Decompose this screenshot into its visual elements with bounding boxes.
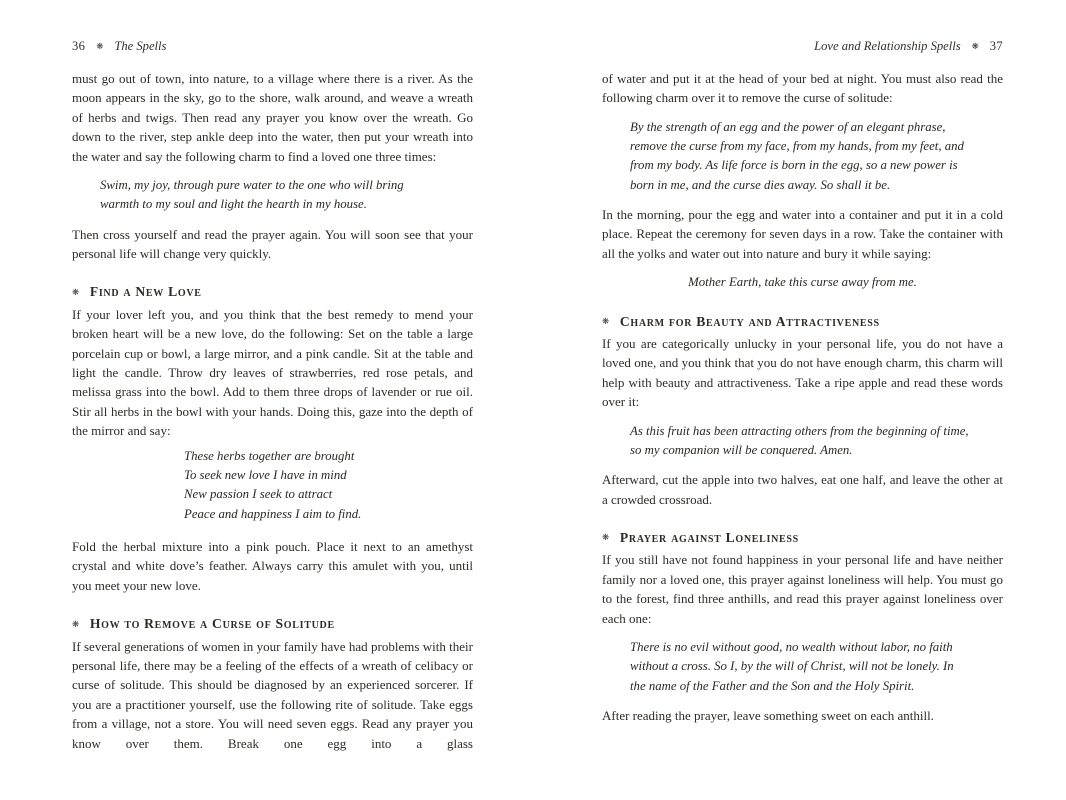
flower-ornament-icon: ❋ [971, 42, 979, 52]
left-page [72, 38, 473, 753]
right-page [602, 38, 1003, 725]
quote-line: the name of the Father and the Son and the Holy Spirit. [630, 678, 915, 693]
charm-quote-egg [630, 118, 989, 195]
quote-line: As this fruit has been attracting others from the beginning of time, [630, 423, 969, 438]
charm-quote-mother-earth: Mother Earth, take this curse away from me. [688, 275, 917, 290]
quote-line: remove the curse from my face, from my hands, from my feet, and [630, 139, 964, 154]
section-heading-remove-curse [72, 614, 473, 636]
prayer-quote-no-evil [630, 638, 989, 696]
paragraph-curse-solitude: If several generations of women in your family have had problems with their personal life, there may be a feeling of the effects of a wreath of celibacy or curse of solitude. This should be diagnosed by an experienced sorcerer. If you are a practitioner yourself, use the following rite of solitude. Take eggs from a village, not a store. You will need seven eggs. Read any prayer you know over them. Break one egg into a glass [72, 638, 473, 751]
flower-ornament-icon: ❋ [96, 42, 104, 52]
flower-ornament-icon: ❋ [72, 287, 80, 298]
paragraph-egg-water: of water and put it at the head of your bed at night. You must also read the following charm over it to remove the curse of solitude: [602, 71, 1003, 106]
verse-line: To seek new love I have in mind [184, 467, 347, 482]
paragraph-morning: In the morning, pour the egg and water into a container and put it in a cold place. Repeat the ceremony for seven days in a row. Take the container with all the yolks and water out into nature and bury it while saying: [602, 207, 1003, 261]
paragraph-after-reading: After reading the prayer, leave something sweet on each anthill. [602, 707, 934, 723]
flower-ornament-icon: ❋ [602, 533, 610, 544]
paragraph-find-love: If your lover left you, and you think that the best remedy to mend your broken heart will be a new love, do the following: Set on the table a large porcelain cup or bowl, a large mirror, and a pink candle. Sit at the table and light the candle. Throw dry leaves of strawberries, red rose petals, and melissa grass into the bowl. Add to them three drops of lavender or rue oil. Stir all herbs in the bowl with your hands. Doing this, gaze into the depth of the mirror and say: [72, 306, 473, 439]
quote-line: There is no evil without good, no wealth without labor, no faith [630, 639, 953, 654]
charm-quote-fruit [630, 422, 989, 461]
verse-herbs [184, 447, 473, 524]
running-head-left [72, 38, 473, 56]
quote-line: warmth to my soul and light the hearth in my house. [100, 197, 367, 212]
verse-line: These herbs together are brought [184, 448, 355, 463]
section-heading-label: Prayer against Loneliness [619, 529, 799, 545]
quote-line: born in me, and the curse dies away. So shall it be. [630, 177, 891, 192]
section-heading-beauty [602, 312, 1003, 334]
section-heading-label: How to Remove a Curse of Solitude [89, 616, 335, 632]
running-title: Love and Relationship Spells [814, 39, 961, 53]
quote-line: without a cross. So I, by the will of Christ, will not be lonely. In [630, 659, 954, 674]
verse-line: New passion I seek to attract [184, 487, 333, 502]
section-heading-label: Charm for Beauty and Attractiveness [619, 313, 880, 329]
page-number: 36 [72, 39, 86, 53]
section-heading-find-new-love [72, 282, 473, 304]
paragraph-then-cross: Then cross yourself and read the prayer again. You will soon see that your personal life will change very quickly. [72, 226, 473, 262]
verse-line: Peace and happiness I aim to find. [184, 506, 362, 521]
page-number: 37 [989, 39, 1003, 53]
flower-ornament-icon: ❋ [72, 619, 80, 630]
running-head-right [602, 38, 1003, 56]
section-heading-loneliness [602, 528, 1003, 550]
charm-quote-swim [100, 176, 459, 215]
section-heading-label: Find a New Love [89, 284, 202, 300]
paragraph-fold-pouch: Fold the herbal mixture into a pink pouch. Place it next to an amethyst crystal and white dove’s feather. Always carry this amulet with you, until you meet your new love. [72, 538, 473, 593]
paragraph-afterward: Afterward, cut the apple into two halves, eat one half, and leave the other at a crowded crossroad. [602, 472, 1003, 507]
running-title: The Spells [114, 39, 167, 53]
quote-line: from my body. As life force is born in the egg, so a new power is [630, 158, 958, 173]
paragraph-loneliness: If you still have not found happiness in your personal life and have neither family nor a loved one, this prayer against loneliness will help. You must go to the forest, find three anthills, and read this prayer against loneliness over each one: [602, 552, 1003, 626]
quote-line: By the strength of an egg and the power of an elegant phrase, [630, 119, 946, 134]
paragraph-beauty: If you are categorically unlucky in your personal life, you do not have a loved one, and you think that you do not have enough charm, this charm will help with beauty and attractiveness. Take a ripe apple and read these words over it: [602, 335, 1003, 410]
quote-line: so my companion will be conquered. Amen. [630, 442, 853, 457]
flower-ornament-icon: ❋ [602, 317, 610, 328]
paragraph-river-ritual: must go out of town, into nature, to a village where there is a river. As the moon appears in the sky, go to the shore, walk around, and weave a wreath of herbs and twigs. Then read any prayer you know over the wreath. Go down to the river, step ankle deep into the water, then put your wreath into the water and say the following charm to find a loved one three times: [72, 71, 473, 164]
quote-line: Swim, my joy, through pure water to the one who will bring [100, 178, 404, 193]
